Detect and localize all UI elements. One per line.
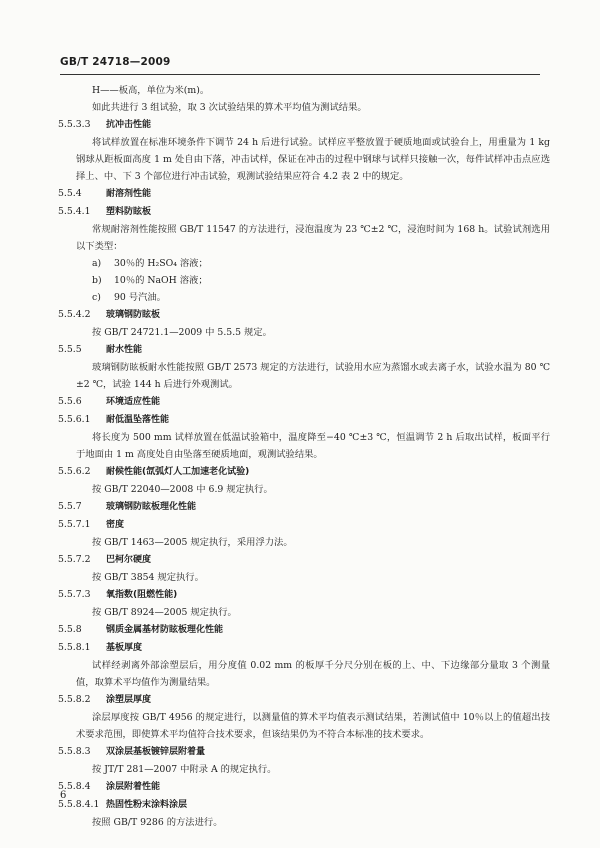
section-heading (58, 116, 550, 134)
section-heading (58, 691, 550, 709)
list-item (76, 272, 550, 289)
section-heading (58, 516, 550, 534)
section-number: 5.5.8.4 (58, 781, 91, 792)
section-number: 5.5.8.1 (58, 642, 91, 653)
section-heading (58, 778, 550, 796)
section-heading (58, 621, 550, 639)
section-title: 玻璃钢防眩板 (106, 310, 161, 320)
body-paragraph: 将试样放置在标准环境条件下调节 24 h 后进行试验。试样应平整放置于硬质地面或试验台上，用重量为 1 kg 钢球从距板面高度 1 m 处自由下落，冲击试样，保证在冲击的过程中钢球与试样只接触一次，每件试样冲击点应选择上、中、下 3 个部位进行冲击试验，观测试验结果应符合 4.2 表 2 中的规定。 (76, 137, 550, 182)
section-title: 钢质金属基材防眩板理化性能 (106, 625, 224, 635)
section-title: 耐低温坠落性能 (106, 415, 170, 425)
section-title: 抗冲击性能 (106, 120, 152, 130)
section-number: 5.5.8.4.1 (58, 799, 100, 810)
section-heading (58, 639, 550, 657)
body-text-line: H——板高，单位为米(m)。 (92, 85, 210, 96)
section-heading (58, 586, 550, 604)
section-heading (58, 463, 550, 481)
body-text-line: 按 GB/T 24721.1—2009 中 5.5.5 规定。 (92, 327, 272, 338)
list-marker: c) (92, 292, 101, 303)
section-number: 5.5.7.1 (58, 519, 91, 530)
section-title: 氧指数(阻燃性能) (106, 590, 178, 600)
body-text-line: 如此共进行 3 组试验，取 3 次试验结果的算术平均值为测试结果。 (92, 102, 367, 113)
section-number: 5.5.7 (58, 501, 82, 512)
page-number: 6 (60, 790, 67, 801)
body-paragraph: 玻璃钢防眩板耐水性能按照 GB/T 2573 规定的方法进行，试验用水应为蒸馏水或去离子水，试验水温为 80 ℃±2 ℃，试验 144 h 后进行外观测试。 (76, 362, 550, 390)
section-title: 耐候性能(氙弧灯人工加速老化试验) (106, 467, 250, 477)
body-paragraph: 涂层厚度按 GB/T 4956 的规定进行，以测量值的算术平均值表示测试结果，若测试值中 10％以上的值超出技术要求范围，即使算术平均值符合技术要求，但该结果仍为不符合本标准的技术要求。 (76, 712, 550, 740)
body-paragraph: 常规耐溶剂性能按照 GB/T 11547 的方法进行，浸泡温度为 23 ℃±2 ℃，浸泡时间为 168 h。试验试剂选用以下类型： (76, 224, 550, 252)
section-title: 巴柯尔硬度 (106, 555, 152, 565)
section-heading (58, 203, 550, 221)
section-title: 涂层附着性能 (106, 782, 161, 792)
section-number: 5.5.7.3 (58, 589, 91, 600)
body-text-line: 按 GB/T 3854 规定执行。 (92, 572, 204, 583)
body-text-line: 按 GB/T 1463—2005 规定执行，采用浮力法。 (92, 537, 293, 548)
section-number: 5.5.6.1 (58, 414, 91, 425)
standard-id-header: GB/T 24718—2009 (60, 56, 171, 68)
section-heading (58, 551, 550, 569)
section-heading (58, 796, 550, 814)
section-heading (58, 411, 550, 429)
section-title: 热固性粉末涂料涂层 (106, 800, 188, 810)
section-number: 5.5.4.2 (58, 309, 91, 320)
section-number: 5.5.8.2 (58, 694, 91, 705)
section-heading (58, 393, 550, 411)
section-heading (58, 743, 550, 761)
body-content (58, 82, 550, 831)
section-number: 5.5.6.2 (58, 466, 91, 477)
section-heading (58, 306, 550, 324)
section-number: 5.5.4 (58, 188, 82, 199)
section-number: 5.5.7.2 (58, 554, 91, 565)
section-title: 涂塑层厚度 (106, 695, 152, 705)
section-title: 基板厚度 (106, 643, 143, 653)
section-title: 双涂层基板镀锌层附着量 (106, 747, 206, 757)
header-rule (60, 74, 540, 75)
list-text: 10％的 NaOH 溶液； (114, 275, 208, 286)
section-heading (58, 185, 550, 203)
list-item (76, 255, 550, 272)
section-title: 耐溶剂性能 (106, 189, 152, 199)
body-text-line: 按 JT/T 281—2007 中附录 A 的规定执行。 (92, 764, 277, 775)
section-title: 耐水性能 (106, 345, 143, 355)
section-number: 5.5.8 (58, 624, 82, 635)
body-paragraph: 将长度为 500 mm 试样放置在低温试验箱中，温度降至−40 ℃±3 ℃，恒温调节 2 h 后取出试样，板面平行于地面由 1 m 高度处自由坠落至硬质地面，观测试验结果。 (76, 432, 550, 460)
body-text-line: 按 GB/T 8924—2005 规定执行。 (92, 607, 237, 618)
list-item (76, 289, 550, 306)
list-marker: a) (92, 258, 102, 269)
body-paragraph: 试样经剥离外部涂塑层后，用分度值 0.02 mm 的板厚千分尺分别在板的上、中、下边缘部分量取 3 个测量值，取算术平均值作为测量结果。 (76, 660, 550, 688)
list-marker: b) (92, 275, 102, 286)
section-heading (58, 498, 550, 516)
section-title: 密度 (106, 520, 125, 530)
section-number: 5.5.8.3 (58, 746, 91, 757)
section-number: 5.5.6 (58, 396, 82, 407)
section-number: 5.5.5 (58, 344, 82, 355)
list-text: 90 号汽油。 (114, 292, 166, 303)
section-number: 5.5.4.1 (58, 206, 91, 217)
section-heading (58, 341, 550, 359)
section-number: 5.5.3.3 (58, 119, 91, 130)
body-text-line: 按 GB/T 22040—2008 中 6.9 规定执行。 (92, 484, 273, 495)
body-text-line: 按照 GB/T 9286 的方法进行。 (92, 817, 223, 828)
section-title: 塑料防眩板 (106, 207, 152, 217)
list-text: 30％的 H₂SO₄ 溶液； (114, 258, 208, 269)
section-title: 玻璃钢防眩板理化性能 (106, 502, 197, 512)
section-title: 环境适应性能 (106, 397, 161, 407)
